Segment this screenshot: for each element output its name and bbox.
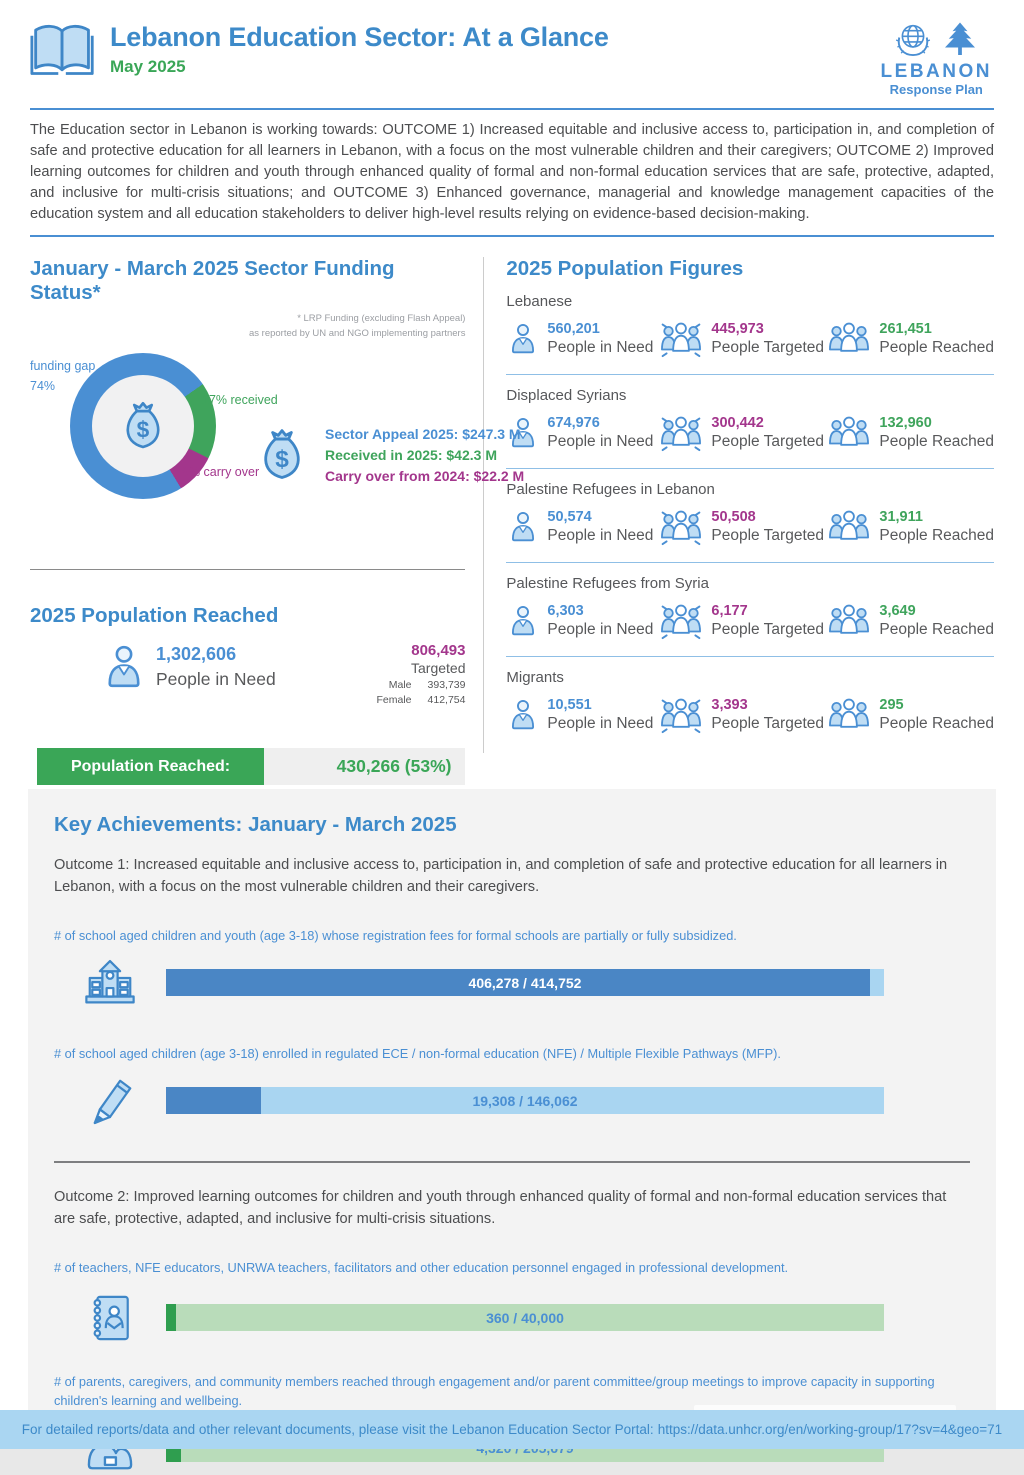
person-icon xyxy=(100,642,148,697)
people-group-target-icon xyxy=(658,412,704,454)
funding-section-divider xyxy=(30,569,465,570)
stat-people-in-need: 6,303 People in Need xyxy=(506,602,658,640)
outcome-divider xyxy=(54,1161,970,1163)
donut-center xyxy=(92,375,194,477)
teacher-notebook-icon xyxy=(54,1291,166,1345)
donut-label-carry-over: 9% carry over xyxy=(182,465,260,480)
people-group-target-icon xyxy=(658,600,704,642)
stat-people-reached: 3,649 People Reached xyxy=(826,600,994,642)
person-icon xyxy=(506,696,540,734)
group-divider xyxy=(506,468,994,469)
population-reached-bar xyxy=(37,748,465,785)
indicator2-row xyxy=(54,1074,970,1128)
population-reached-bar-value: 430,266 (53%) xyxy=(264,748,465,785)
open-book-icon xyxy=(30,20,96,83)
donut-label-received: 17% received xyxy=(202,393,278,408)
outcome2-text: Outcome 2: Improved learning outcomes for children and youth through enhanced quality of formal and non-formal education services that are safe, protective, adapted, and inclusive for multi-crisis situations. xyxy=(54,1188,947,1227)
logo-text-lebanon: LEBANON xyxy=(880,61,992,82)
report-date: May 2025 xyxy=(110,57,186,76)
key-achievements-panel xyxy=(28,789,996,1431)
stat-people-targeted: 445,973 People Targeted xyxy=(658,318,826,360)
indicator1-row xyxy=(54,956,970,1010)
header-divider xyxy=(30,108,994,110)
page-title: Lebanon Education Sector: At a Glance xyxy=(110,22,609,52)
people-group-target-icon xyxy=(658,694,704,736)
population-reached-bar-fill: Population Reached: xyxy=(37,748,264,785)
header xyxy=(0,0,1024,98)
people-in-need-label: People in Need xyxy=(156,669,276,690)
sector-appeal-line: Sector Appeal 2025: $247.3 M xyxy=(325,426,521,443)
group-divider xyxy=(506,562,994,563)
stat-people-reached: 132,960 People Reached xyxy=(826,412,994,454)
outcome1-text: Outcome 1: Increased equitable and inclusive access to, participation in, and completion of safe and protective education for all learners in Lebanon, with a focus on the most vulnerable children and their caregivers. xyxy=(54,856,948,895)
person-icon xyxy=(506,602,540,640)
stat-people-targeted: 50,508 People Targeted xyxy=(658,506,826,548)
funding-title: January - March 2025 Sector Funding Status* xyxy=(30,256,395,304)
population-group-lebanese: Lebanese 560,201 People in Need 445,973 People Targeted 261,451 People Reached xyxy=(506,293,994,375)
population-group-migrants: Migrants 10,551 People in Need 3,393 People Targeted 295 People Reached xyxy=(506,669,994,736)
population-figures-title: 2025 Population Figures xyxy=(506,256,744,280)
targeted-value: 806,493 xyxy=(411,642,466,660)
indicator2-label: # of school aged children (age 3-18) enrolled in regulated ECE / non-formal education (NFE) / Multiple Flexible Pathways (MFP). xyxy=(54,1045,781,1061)
funding-donut-area xyxy=(30,343,525,565)
stat-people-targeted: 300,442 People Targeted xyxy=(658,412,826,454)
population-reached-title: 2025 Population Reached xyxy=(30,604,279,628)
carry-over-line: Carry over from 2024: $22.2 M xyxy=(325,468,525,485)
people-group-icon xyxy=(826,412,872,454)
portal-link[interactable]: https://data.unhcr.org/en/working-group/17?sv=4&geo=71 xyxy=(657,1422,1003,1437)
population-reached-row xyxy=(30,642,465,706)
indicator3-bar xyxy=(166,1304,884,1331)
people-in-need-value: 1,302,606 xyxy=(156,644,237,665)
stat-people-reached: 261,451 People Reached xyxy=(826,318,994,360)
un-emblem-icon xyxy=(893,20,933,60)
people-group-icon xyxy=(826,694,872,736)
stat-people-in-need: 674,976 People in Need xyxy=(506,414,658,452)
footer-text: For detailed reports/data and other relevant documents, please visit the Lebanon Education Sector Portal: xyxy=(21,1422,654,1437)
funding-summary xyxy=(252,421,524,489)
intro-divider xyxy=(30,235,994,237)
population-group-displaced-syrians: Displaced Syrians 674,976 People in Need 300,442 People Targeted 132,960 People Reached xyxy=(506,387,994,469)
main-columns xyxy=(30,256,994,777)
indicator3-row xyxy=(54,1291,970,1345)
person-icon xyxy=(506,320,540,358)
stat-people-in-need: 50,574 People in Need xyxy=(506,508,658,546)
funding-column xyxy=(30,256,525,777)
money-bag-icon xyxy=(252,424,312,486)
targeted-label: Targeted xyxy=(411,660,466,677)
indicator3-value: 360 / 40,000 xyxy=(486,1309,564,1326)
stat-people-reached: 31,911 People Reached xyxy=(826,506,994,548)
people-group-target-icon xyxy=(658,318,704,360)
cedar-tree-icon xyxy=(940,20,980,60)
funding-footnote: * LRP Funding (excluding Flash Appeal) as reported by UN and NGO implementing partners xyxy=(248,312,466,339)
lebanon-response-plan-logo xyxy=(881,20,992,98)
stat-people-targeted: 6,177 People Targeted xyxy=(658,600,826,642)
indicator2-value: 19,308 / 146,062 xyxy=(472,1092,578,1109)
received-line: Received in 2025: $42.3 M xyxy=(325,447,497,464)
stat-people-in-need: 560,201 People in Need xyxy=(506,320,658,358)
stat-people-in-need: 10,551 People in Need xyxy=(506,696,658,734)
indicator2-bar xyxy=(166,1087,884,1114)
person-icon xyxy=(506,508,540,546)
targeted-block xyxy=(377,642,466,706)
population-figures-column xyxy=(484,257,994,753)
group-divider xyxy=(506,374,994,375)
people-group-icon xyxy=(826,318,872,360)
indicator4-label: # of parents, caregivers, and community members reached through engagement and/or parent committee/group meetings to improve capacity in supporting children's learning and wellbeing. xyxy=(54,1373,935,1409)
stat-people-reached: 295 People Reached xyxy=(826,694,994,736)
indicator1-value: 406,278 / 414,752 xyxy=(468,974,582,991)
donut-label-funding-gap: funding gap 74% xyxy=(30,359,96,393)
achievements-title: Key Achievements: January - March 2025 xyxy=(54,812,457,836)
indicator3-label: # of teachers, NFE educators, UNRWA teachers, facilitators and other education personnel engaged in professional development. xyxy=(54,1259,789,1275)
group-divider xyxy=(506,656,994,657)
people-group-icon xyxy=(826,506,872,548)
people-group-target-icon xyxy=(658,506,704,548)
intro-paragraph: The Education sector in Lebanon is working towards: OUTCOME 1) Increased equitable and inclusive access to, participation in, and completion of safe and protective education for all learners in Lebanon, with a focus on the most vulnerable children and their caregivers; OUTCOME 2) Improved learning outcomes for children and youth through enhanced quality of formal and non-formal education services that are safe, protective, adapted, and inclusive for multi-crisis situations; and OUTCOME 3) Enhanced governance, managerial and knowledge management capacities of the education system and all education stakeholders to deliver high-level results relying on evidence-based decision-making. xyxy=(30,121,994,222)
targeted-female-row: Female 412,754 xyxy=(376,694,466,707)
targeted-male-row: Male 393,739 xyxy=(388,679,466,692)
people-group-icon xyxy=(826,600,872,642)
money-bag-icon xyxy=(115,398,171,454)
indicator1-label: # of school aged children and youth (age 3-18) whose registration fees for formal schools are partially or fully subsidized. xyxy=(54,927,737,943)
logo-text-response-plan: Response Plan xyxy=(889,81,983,97)
population-group-palestine-refugees-lebanon: Palestine Refugees in Lebanon 50,574 People in Need 50,508 People Targeted 31,911 People Reached xyxy=(506,481,994,563)
stat-people-targeted: 3,393 People Targeted xyxy=(658,694,826,736)
footer-band xyxy=(0,1410,1024,1449)
indicator1-bar xyxy=(166,969,884,996)
population-group-palestine-refugees-syria: Palestine Refugees from Syria 6,303 People in Need 6,177 People Targeted 3,649 People Reached xyxy=(506,575,994,657)
school-icon xyxy=(54,956,166,1010)
pencil-icon xyxy=(54,1074,166,1128)
